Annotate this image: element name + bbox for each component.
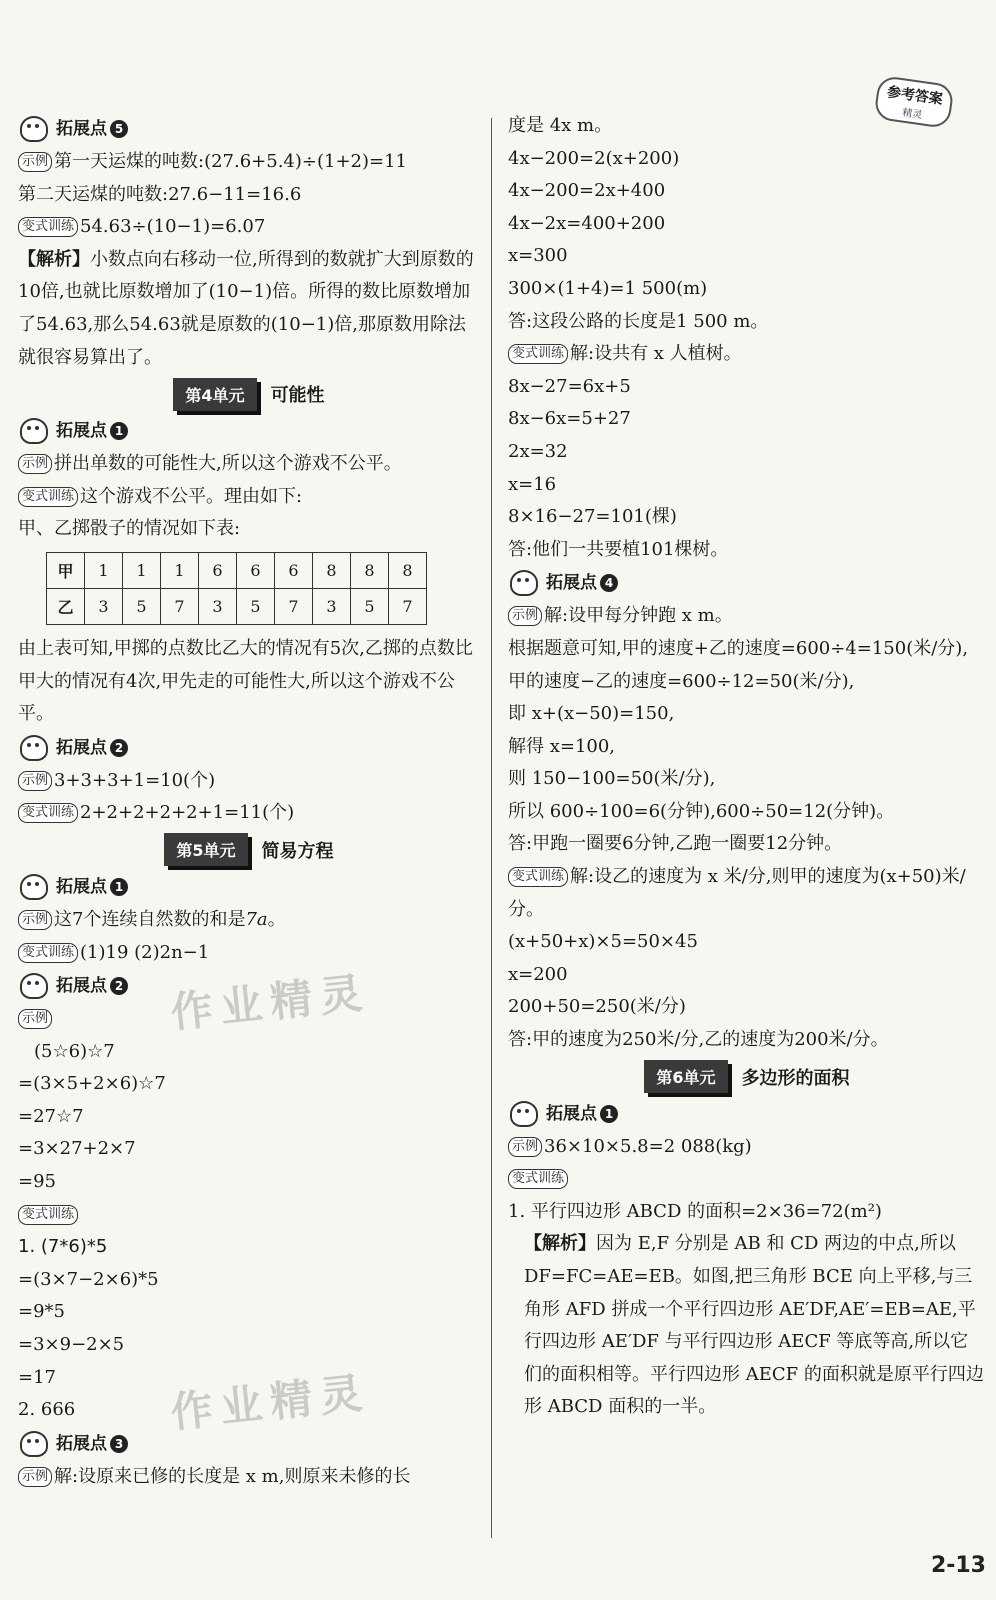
text-line: 300×(1+4)=1 500(m) <box>508 277 708 299</box>
table-cell: 8 <box>351 552 389 588</box>
example-tag: 示例 <box>18 454 52 474</box>
table-cell: 6 <box>199 552 237 588</box>
unit-title: 多边形的面积 <box>741 1067 850 1089</box>
text-line: 答:他们一共要植101棵树。 <box>508 538 729 560</box>
left-column <box>18 112 480 1493</box>
text-line: (x+50+x)×5=50×45 <box>508 931 698 953</box>
text-line <box>18 448 480 481</box>
mascot-icon <box>20 116 48 142</box>
text-line: 答:甲的速度为250米/分,乙的速度为200米/分。 <box>508 1029 889 1051</box>
table-header-cell: 甲 <box>47 552 85 588</box>
kp-label: 拓展点 <box>56 737 107 758</box>
variant-tag: 变式训练 <box>18 1205 78 1225</box>
text-line: 解得 x=100, <box>508 735 616 757</box>
example-tag: 示例 <box>18 1009 52 1029</box>
logo-text: 参考答案 <box>886 83 944 108</box>
text-paragraph: 由上表可知,甲掷的点数比乙大的情况有5次,乙掷的点数比甲大的情况有4次,甲先走的可能性大,所以这个游戏不公平。 <box>18 637 473 725</box>
text-line: 答:甲跑一圈要6分钟,乙跑一圈要12分钟。 <box>508 833 843 855</box>
text: 因为 E,F 分别是 AB 和 CD 两边的中点,所以 DF=FC=AE=EB。如图,把三角形 BCE 向上平移,与三角形 AFD 拼成一个平行四边形 AE′DF,AE′=EB=AE,平行四边形 AE′DF 与平行四边形 AECF 等底等高,所以它们的面积相等。平行四边形 AECF 的面积就是原平行四边形 ABCD 面积的一半。 <box>524 1233 984 1418</box>
text: 2+2+2+2+2+1=11(个) <box>80 802 295 824</box>
logo-sub: 精灵 <box>901 107 923 121</box>
variant-tag: 变式训练 <box>508 344 568 364</box>
table-cell: 1 <box>161 552 199 588</box>
watermark: 作业精灵 <box>168 1367 373 1438</box>
text: 解:设乙的速度为 x 米/分,则甲的速度为(x+50)米/分。 <box>508 866 966 920</box>
kp-label: 拓展点 <box>56 119 107 139</box>
text-line: =17 <box>18 1366 56 1388</box>
kp-label: 拓展点 <box>56 976 107 997</box>
text: 解:设甲每分钟跑 x m。 <box>544 605 733 627</box>
kp-label: 拓展点 <box>546 573 597 594</box>
kp-number: 3 <box>110 1435 128 1453</box>
text-line: 4x−200=2x+400 <box>508 180 666 202</box>
unit-title: 简易方程 <box>261 840 334 862</box>
unit-number: 第6单元 <box>644 1060 727 1093</box>
text-line <box>508 338 986 371</box>
math-var: 7a <box>245 908 268 930</box>
example-tag: 示例 <box>18 771 52 791</box>
text-line: 200+50=250(米/分) <box>508 996 686 1018</box>
example-tag: 示例 <box>508 1137 542 1157</box>
right-column <box>508 110 986 1424</box>
text-line: x=16 <box>508 473 557 495</box>
text-line: =3×27+2×7 <box>18 1138 136 1160</box>
mascot-icon <box>20 418 48 444</box>
mascot-icon <box>510 1101 538 1127</box>
knowledge-point-header <box>18 870 480 904</box>
variant-tag: 变式训练 <box>18 487 78 507</box>
table-cell: 3 <box>199 588 237 624</box>
table-row <box>47 552 427 588</box>
text-line <box>18 937 480 970</box>
page-number: 2-13 <box>930 1553 986 1578</box>
mascot-icon <box>20 1431 48 1457</box>
table-cell: 3 <box>85 588 123 624</box>
text: 3+3+3+1=10(个) <box>54 769 216 791</box>
text: 解:设共有 x 人植树。 <box>570 343 742 365</box>
kp-label: 拓展点 <box>56 421 107 442</box>
variant-tag: 变式训练 <box>508 867 568 887</box>
unit-header <box>508 1057 986 1097</box>
kp-label: 拓展点 <box>56 1433 107 1454</box>
table-row <box>47 588 427 624</box>
table-cell: 3 <box>313 588 351 624</box>
text: 解:设原来已修的长度是 x m,则原来未修的长 <box>54 1465 411 1487</box>
kp-number: 1 <box>600 1105 618 1123</box>
text-line: 2x=32 <box>508 440 568 462</box>
text-line: 度是 4x m。 <box>508 115 613 136</box>
column-divider <box>491 118 492 1538</box>
variant-tag: 变式训练 <box>18 943 78 963</box>
dice-table <box>46 552 427 625</box>
text-line: =9*5 <box>18 1301 65 1323</box>
text-line: =(3×5+2×6)☆7 <box>18 1073 166 1095</box>
table-cell: 8 <box>389 552 427 588</box>
knowledge-point-header <box>508 1097 986 1131</box>
knowledge-point-header <box>18 112 480 146</box>
text-line <box>508 600 986 633</box>
example-tag: 示例 <box>18 1467 52 1487</box>
table-cell: 5 <box>351 588 389 624</box>
text-line <box>18 765 480 798</box>
text-line: 即 x+(x−50)=150, <box>508 703 675 725</box>
text-line: 第二天运煤的吨数:27.6−11=16.6 <box>18 183 302 205</box>
text-line: 答:这段公路的长度是1 500 m。 <box>508 310 769 332</box>
unit-title: 可能性 <box>270 385 325 407</box>
text-line <box>508 1131 986 1164</box>
text: 这个游戏不公平。理由如下: <box>80 485 303 507</box>
table-header-cell: 乙 <box>47 588 85 624</box>
unit-number: 第5单元 <box>164 833 247 866</box>
table-cell: 7 <box>275 588 313 624</box>
mascot-icon <box>20 874 48 900</box>
knowledge-point-header <box>18 414 480 448</box>
text: 拼出单数的可能性大,所以这个游戏不公平。 <box>54 453 402 475</box>
table-cell: 6 <box>237 552 275 588</box>
mascot-icon <box>510 570 538 596</box>
kp-number: 2 <box>110 739 128 757</box>
analysis-tag: 【解析】 <box>18 248 90 270</box>
kp-number: 4 <box>600 574 618 592</box>
example-tag: 示例 <box>18 910 52 930</box>
unit-number: 第4单元 <box>173 378 256 411</box>
text-line: =95 <box>18 1171 56 1193</box>
table-cell: 1 <box>85 552 123 588</box>
text-line: (5☆6)☆7 <box>34 1040 115 1062</box>
unit-header <box>18 374 480 414</box>
kp-label: 拓展点 <box>56 876 107 897</box>
text: 这7个连续自然数的和是 <box>54 908 246 930</box>
kp-number: 1 <box>110 422 128 440</box>
table-cell: 6 <box>275 552 313 588</box>
example-tag: 示例 <box>508 606 542 626</box>
text-line: 8x−27=6x+5 <box>508 375 631 397</box>
example-tag: 示例 <box>18 152 52 172</box>
kp-number: 1 <box>110 878 128 896</box>
watermark: 作业精灵 <box>168 967 373 1038</box>
table-cell: 7 <box>161 588 199 624</box>
text-line <box>18 481 480 514</box>
table-cell: 8 <box>313 552 351 588</box>
text-line <box>18 146 480 179</box>
text-line: 4x−2x=400+200 <box>508 212 666 234</box>
variant-tag: 变式训练 <box>18 217 78 237</box>
knowledge-point-header <box>18 731 480 765</box>
text-paragraph <box>508 861 986 926</box>
text-line: x=200 <box>508 963 568 985</box>
text-line <box>18 211 480 244</box>
table-cell: 5 <box>237 588 275 624</box>
text-line <box>18 1461 480 1494</box>
text-line: x=300 <box>508 245 568 267</box>
text: 36×10×5.8=2 088(kg) <box>544 1135 752 1157</box>
variant-tag: 变式训练 <box>18 803 78 823</box>
text-line: 所以 600÷100=6(分钟),600÷50=12(分钟)。 <box>508 800 895 822</box>
mascot-icon <box>20 735 48 761</box>
text-line: =(3×7−2×6)*5 <box>18 1268 159 1290</box>
unit-header <box>18 830 480 870</box>
text-line <box>508 1163 986 1196</box>
text-line: =27☆7 <box>18 1105 84 1127</box>
table-cell: 1 <box>123 552 161 588</box>
text-line: =3×9−2×5 <box>18 1334 125 1356</box>
text-line: 8×16−27=101(棵) <box>508 506 677 528</box>
knowledge-point-header <box>508 566 986 600</box>
text-line: 8x−6x=5+27 <box>508 408 631 430</box>
text-line: 2. 666 <box>18 1399 76 1421</box>
text-paragraph: 根据题意可知,甲的速度+乙的速度=600÷4=150(米/分), <box>508 637 969 659</box>
text-line <box>18 904 480 937</box>
text-line: 甲、乙掷骰子的情况如下表: <box>18 518 241 540</box>
text: 小数点向右移动一位,所得到的数就扩大到原数的10倍,也就比原数增加了(10−1)倍。所得的数比原数增加了54.63,那么54.63就是原数的(10−1)倍,那原数用除法就很容易算出了。 <box>18 248 474 368</box>
analysis-paragraph <box>18 244 480 374</box>
mascot-icon <box>20 973 48 999</box>
analysis-tag: 【解析】 <box>524 1233 596 1255</box>
text-line: 4x−200=2(x+200) <box>508 147 680 169</box>
text: 。 <box>267 908 286 930</box>
text-line: 1. (7*6)*5 <box>18 1236 108 1258</box>
table-cell: 7 <box>389 588 427 624</box>
text-line: 则 150−100=50(米/分), <box>508 768 716 790</box>
text: (1)19 (2)2n−1 <box>80 941 210 963</box>
text: 54.63÷(10−1)=6.07 <box>80 216 266 238</box>
variant-tag: 变式训练 <box>508 1169 568 1189</box>
text-line: 1. 平行四边形 ABCD 的面积=2×36=72(m²) <box>508 1200 882 1222</box>
text-line <box>18 1199 480 1232</box>
kp-number: 2 <box>110 977 128 995</box>
text: 第一天运煤的吨数:(27.6+5.4)÷(1+2)=11 <box>54 151 408 172</box>
kp-label: 拓展点 <box>546 1103 597 1124</box>
text-line: 甲的速度−乙的速度=600÷12=50(米/分), <box>508 670 855 692</box>
analysis-paragraph <box>508 1228 986 1424</box>
text-line <box>18 797 480 830</box>
kp-number: 5 <box>110 120 128 138</box>
table-cell: 5 <box>123 588 161 624</box>
